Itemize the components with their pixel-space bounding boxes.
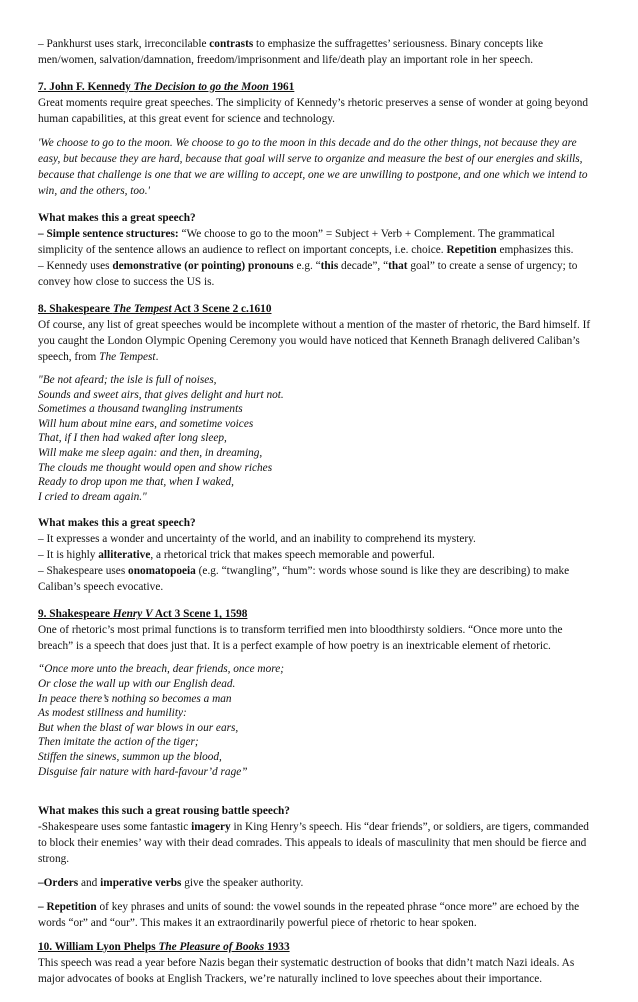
keyword-contrasts: contrasts <box>209 38 254 50</box>
poem-line: In peace there’s nothing so becomes a man <box>38 692 232 705</box>
poem-line: Disguise fair nature with hard-favour’d rage” <box>38 765 248 778</box>
poem-line: Stiffen the sinews, summon up the blood, <box>38 750 222 763</box>
section-7-point-2: – Kennedy uses demonstrative (or pointing) pronouns e.g. “this decade”, “that goal” to create a sense of urgency; to convey how close to success the US is. <box>38 260 578 288</box>
section-9-point-3: – Repetition of key phrases and units of sound: the vowel sounds in the repeated phrase “once more” are echoed by the words “or” and “our”. This makes it an extraordinarily powerful piece of rhetoric to hear spoken. <box>38 901 580 930</box>
poem-line: Then imitate the action of the tiger; <box>38 736 199 749</box>
poem-line: "Be not afeard; the isle is full of noises, <box>38 374 217 386</box>
section-7-quote: 'We choose to go to the moon. We choose to go to the moon in this decade and do the other things, not because they are easy, but because they are hard, because that goal will serve to organize and measure the best of our energies and skills, because that challenge is one that we are willing to accept, one we are unwilling to postpone, and one which we intend to win, and the others, too.' <box>38 137 588 197</box>
section-8-heading: 8. Shakespeare The Tempest Act 3 Scene 2 c.1610 <box>38 303 272 315</box>
section-9-body: One of rhetoric’s most primal functions is to transform terrified men into bloodthirsty soldiers. “Once more unto the breach” is a speech that does just that. It is a perfect example of how poetry is an inextricable element of rhetoric. <box>38 624 563 653</box>
section-8-why-heading: What makes this a great speech? <box>38 517 196 530</box>
poem-line: Sounds and sweet airs, that gives delight and hurt not. <box>38 388 284 401</box>
section-10-heading: 10. William Lyon Phelps The Pleasure of Books 1933 <box>38 941 290 954</box>
poem-line: Will make me sleep again: and then, in dreaming, <box>38 446 263 459</box>
section-8-poem <box>38 373 600 504</box>
section-8-point-2: – It is highly alliterative, a rhetorical trick that makes speech memorable and powerful. <box>38 549 435 562</box>
poem-line: I cried to dream again." <box>38 490 147 503</box>
section-9-why-heading: What makes this such a great rousing battle speech? <box>38 805 290 818</box>
poem-line: Or close the wall up with our English dead. <box>38 677 236 690</box>
poem-line: But when the blast of war blows in our ears, <box>38 721 239 734</box>
section-10-body: This speech was read a year before Nazis began their systematic destruction of books that didn’t match Nazi ideals. As major advocates of books at English Trackers, we’re naturally inclined to love speeches about their importance. <box>38 957 575 986</box>
section-7-point-1: – Simple sentence structures: “We choose to go to the moon” = Subject + Verb + Complement. The grammatical simplicity of the sentence allows an audience to reflect on important concepts, i.e. choice. Repetition emphasizes this. <box>38 228 574 256</box>
section-8-point-3: – Shakespeare uses onomatopoeia (e.g. “twangling”, “hum”: words whose sound is like they are describing) to make Caliban’s speech evocative. <box>38 565 570 594</box>
section-9-point-1: -Shakespeare uses some fantastic imagery in King Henry’s speech. His “dear friends”, or soldiers, are tigers, commanded to block their enemies’ way with their dead comrades. This appeals to ideals of masculinity that men should be fierce and strong. <box>38 821 589 866</box>
section-9-point-2: –Orders and imperative verbs give the speaker authority. <box>38 877 304 890</box>
section-9-heading: 9. Shakespeare Henry V Act 3 Scene 1, 1598 <box>38 608 248 621</box>
intro-paragraph: – Pankhurst uses stark, irreconcilable contrasts to emphasize the suffragettes’ seriousness. Binary concepts like men/women, salvation/damnation, freedom/imprisonment and life/death play an important role in her speech. <box>38 38 543 66</box>
section-7-body: Great moments require great speeches. The simplicity of Kennedy’s rhetoric preserves a sense of wonder at going beyond human capabilities, at this great event for science and technology. <box>38 97 589 125</box>
section-8-body: Of course, any list of great speeches would be incomplete without a mention of the master of rhetoric, the Bard himself. If you caught the London Olympic Opening Ceremony you would have noticed that Kenneth Branagh delivered Caliban’s speech, from The Tempest. <box>38 319 591 363</box>
poem-line: Will hum about mine ears, and sometime voices <box>38 417 254 430</box>
section-7-why-heading: What makes this a great speech? <box>38 212 196 224</box>
poem-line: “Once more unto the breach, dear friends, once more; <box>38 663 284 676</box>
section-7-heading: 7. John F. Kennedy The Decision to go the Moon 1961 <box>38 81 295 93</box>
poem-line: That, if I then had waked after long sleep, <box>38 432 227 445</box>
poem-line: Ready to drop upon me that, when I waked, <box>38 476 234 489</box>
section-9-poem <box>38 662 600 779</box>
poem-line: The clouds me thought would open and show riches <box>38 461 273 474</box>
poem-line: As modest stillness and humility: <box>38 707 187 720</box>
poem-line: Sometimes a thousand twangling instruments <box>38 403 243 416</box>
section-8-point-1: – It expresses a wonder and uncertainty of the world, and an inability to comprehend its mystery. <box>38 533 476 546</box>
